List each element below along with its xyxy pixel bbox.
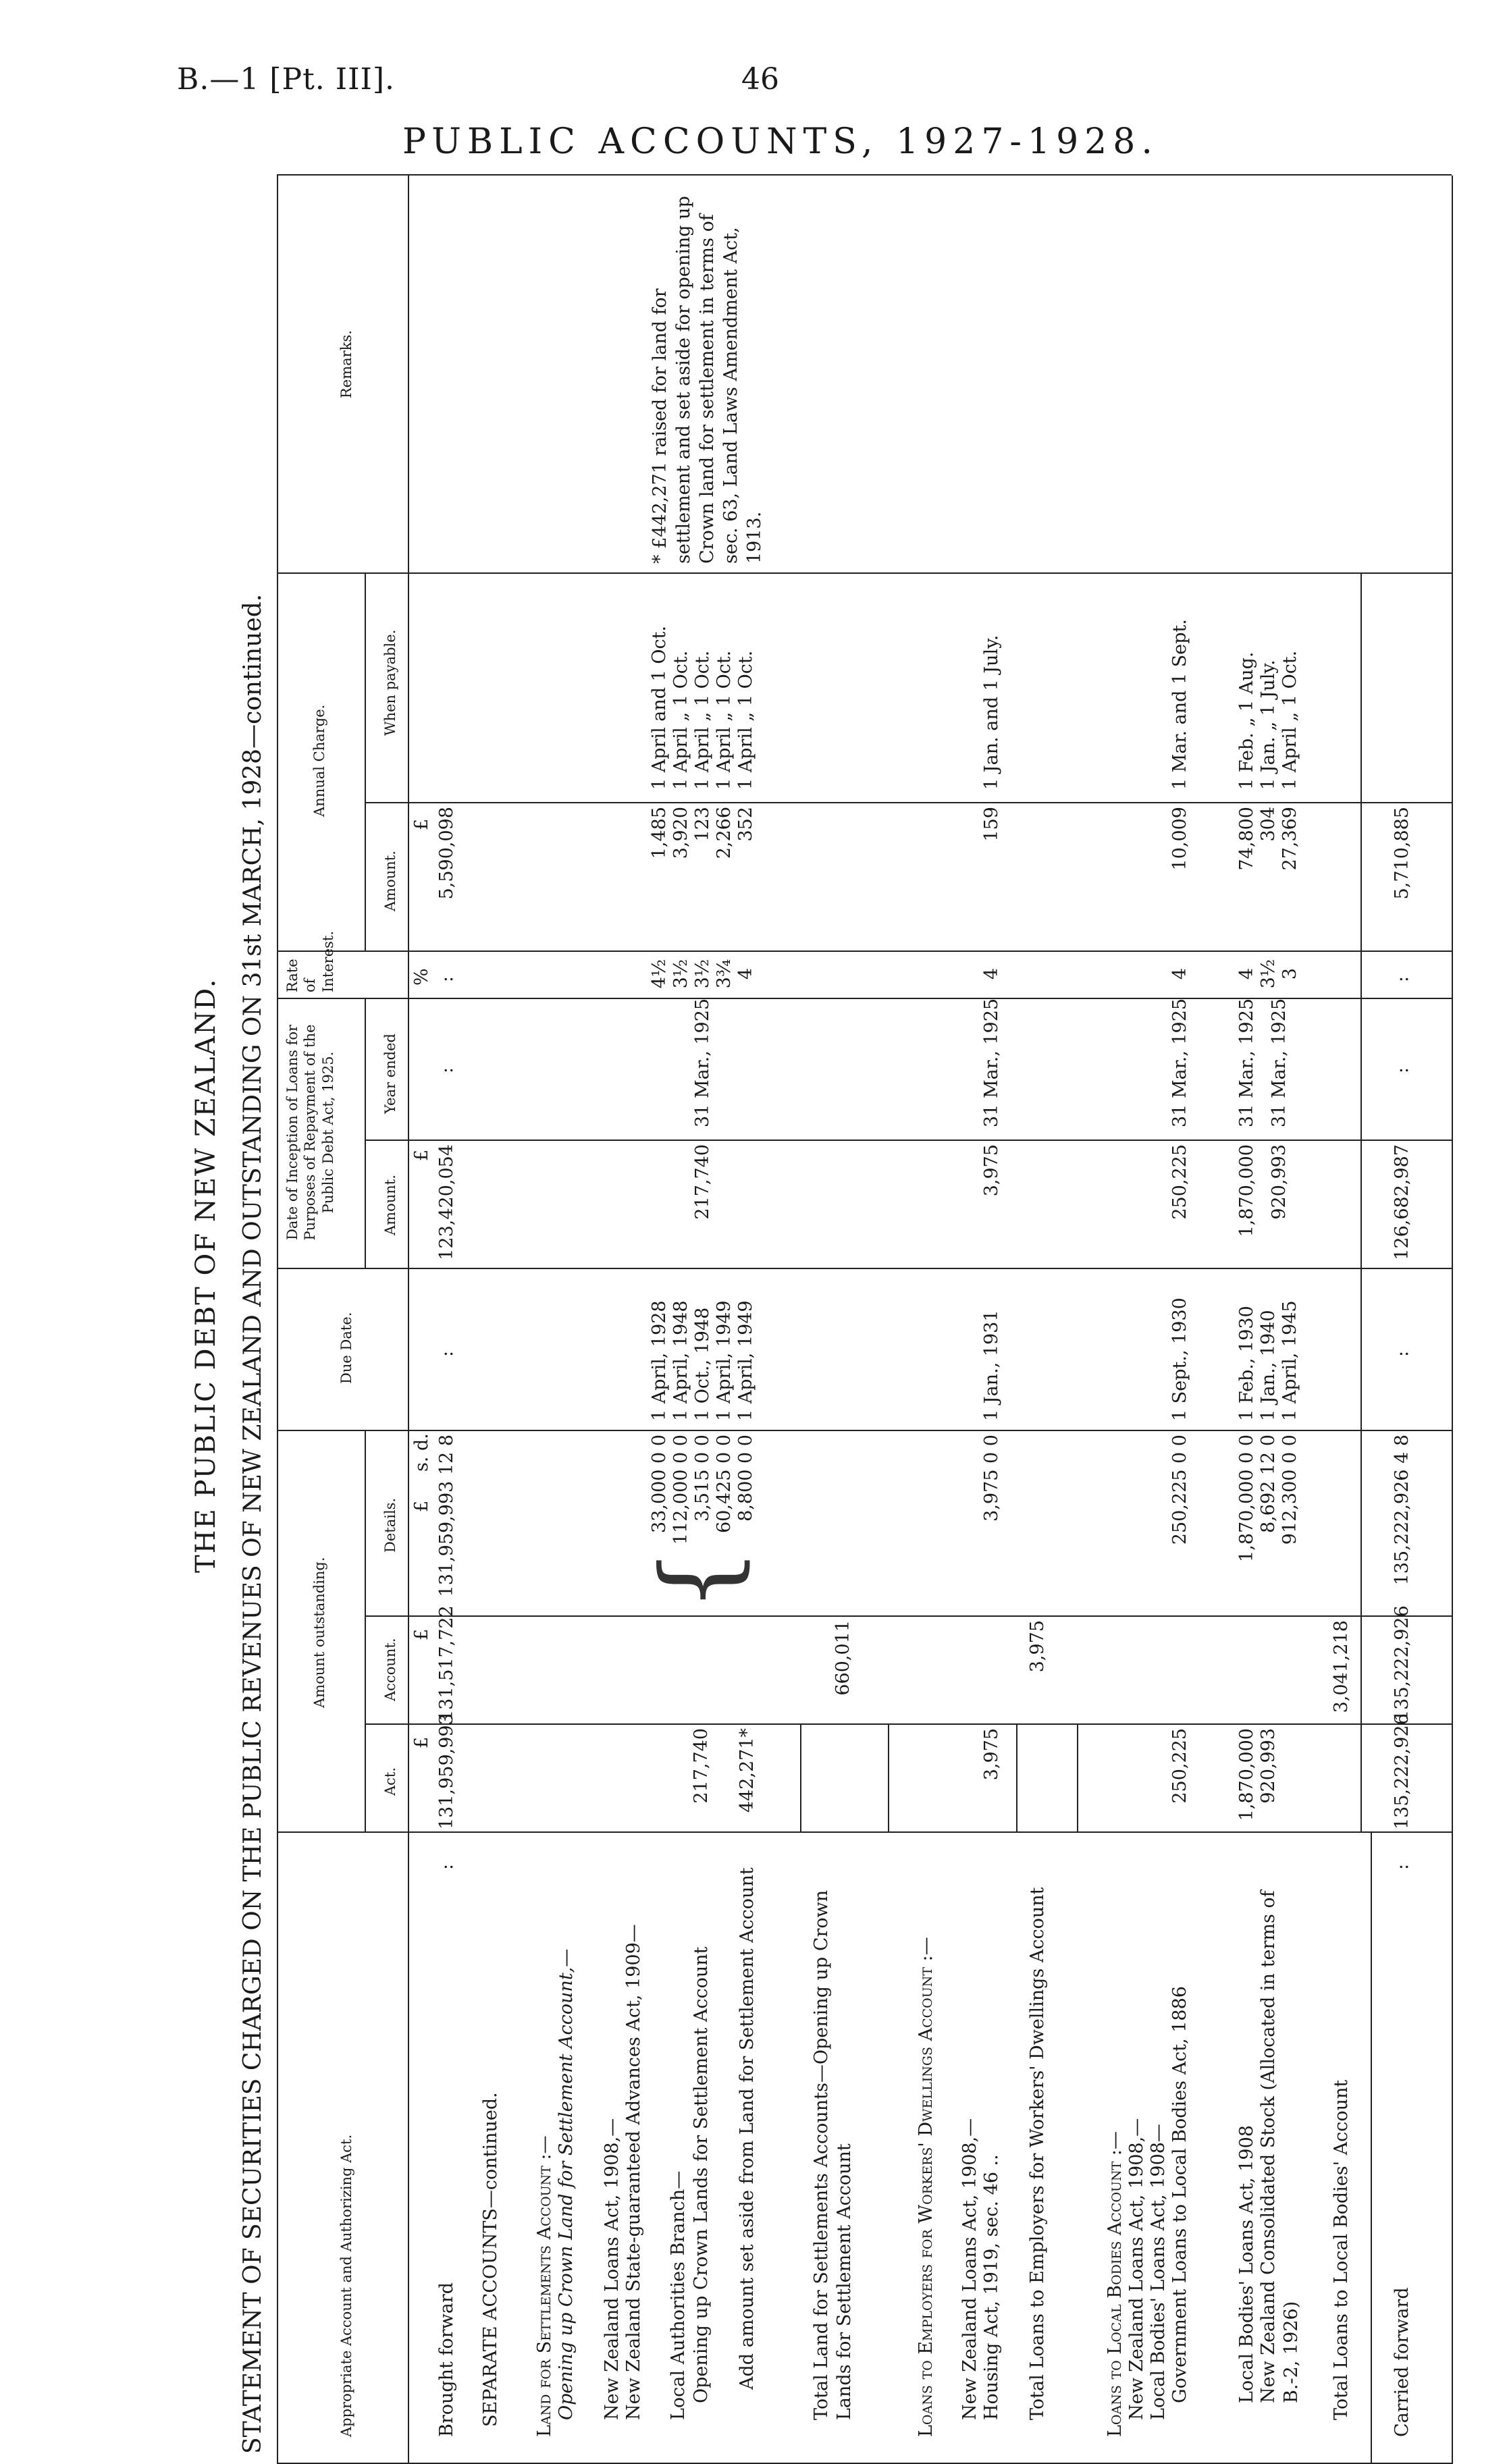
land-ann-0: 1,485 bbox=[649, 807, 670, 859]
local-lb-ann: 74,800 bbox=[1236, 807, 1257, 871]
land-due-4: 1 April, 1949 bbox=[735, 1300, 756, 1421]
land-total-label: Total Land for Settlements Accounts—Opening up Crown Lands for Settlement Account bbox=[811, 1890, 855, 2420]
workers-inc: 3,975 bbox=[981, 1144, 1002, 1197]
land-details-2: 3,515 0 0 bbox=[692, 1435, 713, 1522]
local-gov-details: 250,225 0 0 bbox=[1169, 1435, 1190, 1545]
col-ann-amount: Amount. bbox=[382, 851, 398, 911]
land-ann-2: 123 bbox=[692, 807, 713, 842]
land-add-act: 442,271* bbox=[737, 1728, 758, 1813]
workers-details: 3,975 0 0 bbox=[981, 1435, 1002, 1522]
col-year-ended: Year ended bbox=[382, 1034, 398, 1114]
local-line-1: Local Bodies' Loans Act, 1908— bbox=[1148, 2124, 1169, 2420]
bf-act: 131,959,993 bbox=[436, 1713, 457, 1829]
unit-ann: £ bbox=[411, 818, 432, 830]
land-rate-1: 3½ bbox=[670, 959, 691, 989]
workers-ann: 159 bbox=[981, 807, 1002, 842]
land-heading: Land for Settlements Account :— bbox=[534, 2135, 555, 2437]
rotated-debt-table bbox=[182, 169, 1452, 2464]
col-details: Details. bbox=[382, 1497, 398, 1553]
local-lb-rate: 4 bbox=[1236, 967, 1257, 980]
cf-inc: 126,682,987 bbox=[1392, 1144, 1412, 1260]
unit-inc: £ bbox=[411, 1149, 432, 1161]
table-title: THE PUBLIC DEBT OF NEW ZEALAND. bbox=[190, 977, 221, 1573]
workers-act: 3,975 bbox=[981, 1728, 1002, 1781]
land-when-3: 1 April „ 1 Oct. bbox=[714, 650, 735, 790]
local-nz-inc: 920,993 bbox=[1269, 1144, 1290, 1220]
land-details-0: 33,000 0 0 bbox=[649, 1435, 670, 1533]
land-due-2: 1 Oct., 1948 bbox=[692, 1307, 713, 1421]
cf-due-dots: : bbox=[1392, 1350, 1412, 1357]
land-rate-4: 4 bbox=[735, 967, 756, 980]
local-nz-label: New Zealand Consolidated Stock (Allocated in terms of B.-2, 1926) bbox=[1258, 1890, 1302, 2403]
local-lb-inc: 1,870,000 bbox=[1236, 1144, 1257, 1237]
workers-heading: Loans to Employers for Workers' Dwellings Account :— bbox=[916, 1937, 936, 2437]
local-nz-details-0: 8,692 12 0 bbox=[1258, 1435, 1279, 1533]
land-line-2: Local Authorities Branch— bbox=[668, 2170, 689, 2420]
col-act: Act. bbox=[382, 1767, 398, 1796]
col-appropriate: Appropriate Account and Authorizing Act. bbox=[338, 2134, 354, 2437]
cf-rate-dots: : bbox=[1392, 975, 1412, 982]
local-heading: Loans to Local Bodies Account :— bbox=[1105, 2131, 1126, 2437]
local-total-label: Total Loans to Local Bodies' Account bbox=[1331, 2079, 1352, 2420]
land-ann-4: 352 bbox=[735, 807, 756, 842]
land-sub: Opening up Crown Land for Settlement Account,— bbox=[556, 1948, 577, 2420]
bf-rate-dots: : bbox=[436, 975, 457, 982]
land-ann-1: 3,920 bbox=[670, 807, 691, 859]
bf-account: 131,517,722 bbox=[436, 1605, 457, 1721]
col-remarks: Remarks. bbox=[338, 330, 354, 398]
local-nz-ann-1: 27,369 bbox=[1279, 807, 1300, 871]
local-lb-details: 1,870,000 0 0 bbox=[1236, 1435, 1257, 1562]
workers-line-0: New Zealand Loans Act, 1908,— bbox=[959, 2118, 980, 2420]
local-nz-when-1: 1 April „ 1 Oct. bbox=[1279, 650, 1300, 790]
local-lb-year: 31 Mar., 1925 bbox=[1236, 998, 1257, 1127]
local-nz-year: 31 Mar., 1925 bbox=[1269, 998, 1290, 1127]
land-brace-details: { bbox=[640, 1547, 758, 1612]
local-lb-label: Local Bodies' Loans Act, 1908 bbox=[1236, 2125, 1257, 2403]
workers-total-account: 3,975 bbox=[1027, 1620, 1048, 1673]
bf-year-dots: : bbox=[436, 1067, 457, 1073]
land-due-1: 1 April, 1948 bbox=[670, 1300, 691, 1421]
local-total-account: 3,041,218 bbox=[1331, 1620, 1352, 1713]
local-lb-due: 1 Feb., 1930 bbox=[1236, 1306, 1257, 1421]
workers-rate: 4 bbox=[981, 967, 1002, 980]
cf-account: 135,222,926 bbox=[1392, 1605, 1412, 1721]
page-title: PUBLIC ACCOUNTS, 1927-1928. bbox=[402, 122, 1159, 162]
land-open-act: 217,740 bbox=[691, 1728, 712, 1804]
col-inception: Date of Inception of Loans for Purposes of Repayment of the Public Debt Act, 1925. bbox=[284, 1024, 336, 1241]
col-account: Account. bbox=[382, 1638, 398, 1701]
workers-due: 1 Jan., 1931 bbox=[981, 1310, 1002, 1421]
cf-dots: : bbox=[1392, 1863, 1412, 1870]
cf-details: 135,222,926 4 8 bbox=[1392, 1435, 1412, 1586]
local-line-0: New Zealand Loans Act, 1908,— bbox=[1126, 2118, 1147, 2420]
land-details-4: 8,800 0 0 bbox=[735, 1435, 756, 1522]
land-add-label: Add amount set aside from Land for Settlement Account bbox=[737, 1867, 758, 2390]
local-lb-when: 1 Feb. „ 1 Aug. bbox=[1236, 651, 1257, 790]
land-total-account: 660,011 bbox=[832, 1620, 853, 1696]
land-when-2: 1 April „ 1 Oct. bbox=[692, 650, 713, 790]
bf-inc: 123,420,054 bbox=[436, 1144, 457, 1260]
separate-accounts: SEPARATE ACCOUNTS—continued. bbox=[480, 2092, 501, 2427]
local-gov-ann: 10,009 bbox=[1169, 807, 1190, 871]
local-nz-rate-0: 3½ bbox=[1258, 959, 1279, 989]
col-when-payable: When payable. bbox=[382, 629, 398, 736]
local-nz-when-0: 1 Jan. „ 1 July. bbox=[1258, 660, 1279, 790]
workers-total-label: Total Loans to Employers for Workers' Dwellings Account bbox=[1027, 1887, 1048, 2420]
brought-forward-label: Brought forward bbox=[436, 2282, 457, 2437]
col-amount-outstanding: Amount outstanding. bbox=[311, 1557, 327, 1708]
land-due-0: 1 April, 1928 bbox=[649, 1300, 670, 1421]
cf-year-dots: : bbox=[1392, 1067, 1412, 1073]
cf-ann: 5,710,885 bbox=[1392, 807, 1412, 900]
col-rate: Rate of Interest. bbox=[284, 930, 336, 992]
local-gov-inc: 250,225 bbox=[1169, 1144, 1190, 1220]
land-remark: * £442,271 raised for land for settlement and set aside for opening up Crown land for settlement in terms of sec. 63, Land Laws Amendment Act, 1913. bbox=[650, 196, 766, 564]
local-gov-label: Government Loans to Local Bodies Act, 1886 bbox=[1169, 1986, 1190, 2403]
land-when-0: 1 April and 1 Oct. bbox=[649, 625, 670, 790]
local-gov-year: 31 Mar., 1925 bbox=[1169, 998, 1190, 1127]
land-rate-2: 3½ bbox=[692, 959, 713, 989]
local-nz-ann-0: 304 bbox=[1258, 807, 1279, 842]
local-gov-due: 1 Sept., 1930 bbox=[1169, 1297, 1190, 1421]
land-when-1: 1 April „ 1 Oct. bbox=[670, 650, 691, 790]
col-annual-charge: Annual Charge. bbox=[311, 704, 327, 817]
page-number: 46 bbox=[741, 62, 779, 97]
local-lb-act: 1,870,000 bbox=[1236, 1728, 1257, 1821]
land-details-3: 60,425 0 0 bbox=[714, 1435, 735, 1533]
local-nz-rate-1: 3 bbox=[1279, 967, 1300, 980]
land-line-1: New Zealand State-guaranteed Advances Act, 1909— bbox=[623, 1924, 644, 2420]
land-details-1: 112,000 0 0 bbox=[670, 1435, 691, 1545]
bf-dots: : bbox=[436, 1863, 457, 1870]
unit-pct: % bbox=[411, 968, 432, 986]
local-nz-details-1: 912,300 0 0 bbox=[1279, 1435, 1300, 1545]
land-open-label: Opening up Crown Lands for Settlement Account bbox=[691, 1946, 712, 2403]
bf-details: 131,959,993 12 8 bbox=[436, 1435, 457, 1597]
local-gov-act: 250,225 bbox=[1169, 1728, 1190, 1804]
land-due-3: 1 April, 1949 bbox=[714, 1300, 735, 1421]
local-gov-rate: 4 bbox=[1169, 967, 1190, 980]
land-rate-0: 4½ bbox=[649, 959, 670, 989]
land-line-0: New Zealand Loans Act, 1908,— bbox=[602, 2118, 623, 2420]
bf-ann: 5,590,098 bbox=[436, 807, 457, 900]
cf-act: 135,222,926 bbox=[1392, 1713, 1412, 1829]
running-head: B.—1 [Pt. III]. bbox=[177, 62, 396, 97]
land-ann-3: 2,266 bbox=[714, 807, 735, 859]
local-nz-act: 920,993 bbox=[1258, 1728, 1279, 1804]
land-inc: 217,740 bbox=[692, 1144, 713, 1220]
unit-account: £ bbox=[411, 1628, 432, 1640]
workers-line-1: Housing Act, 1919, sec. 46 .. bbox=[981, 2154, 1002, 2420]
local-gov-when: 1 Mar. and 1 Sept. bbox=[1169, 619, 1190, 790]
unit-sd: s. d. bbox=[411, 1433, 432, 1472]
workers-when: 1 Jan. and 1 July. bbox=[981, 635, 1002, 790]
local-nz-due-0: 1 Jan., 1940 bbox=[1258, 1310, 1279, 1421]
col-inc-amount: Amount. bbox=[382, 1175, 398, 1235]
land-when-4: 1 April „ 1 Oct. bbox=[735, 650, 756, 790]
col-due-date: Due Date. bbox=[338, 1312, 354, 1384]
unit-act: £ bbox=[411, 1736, 432, 1748]
land-year: 31 Mar., 1925 bbox=[692, 998, 713, 1127]
unit-details: £ bbox=[411, 1500, 432, 1512]
carried-forward-label: Carried forward bbox=[1392, 2287, 1412, 2437]
bf-due-dots: : bbox=[436, 1350, 457, 1357]
workers-year: 31 Mar., 1925 bbox=[981, 998, 1002, 1127]
local-nz-due-1: 1 April, 1945 bbox=[1279, 1300, 1300, 1421]
table-subtitle: STATEMENT OF SECURITIES CHARGED ON THE PUBLIC REVENUES OF NEW ZEALAND AND OUTSTANDING ON 31st MARCH, 1928—continued. bbox=[239, 593, 267, 2454]
land-rate-3: 3¾ bbox=[714, 959, 735, 989]
